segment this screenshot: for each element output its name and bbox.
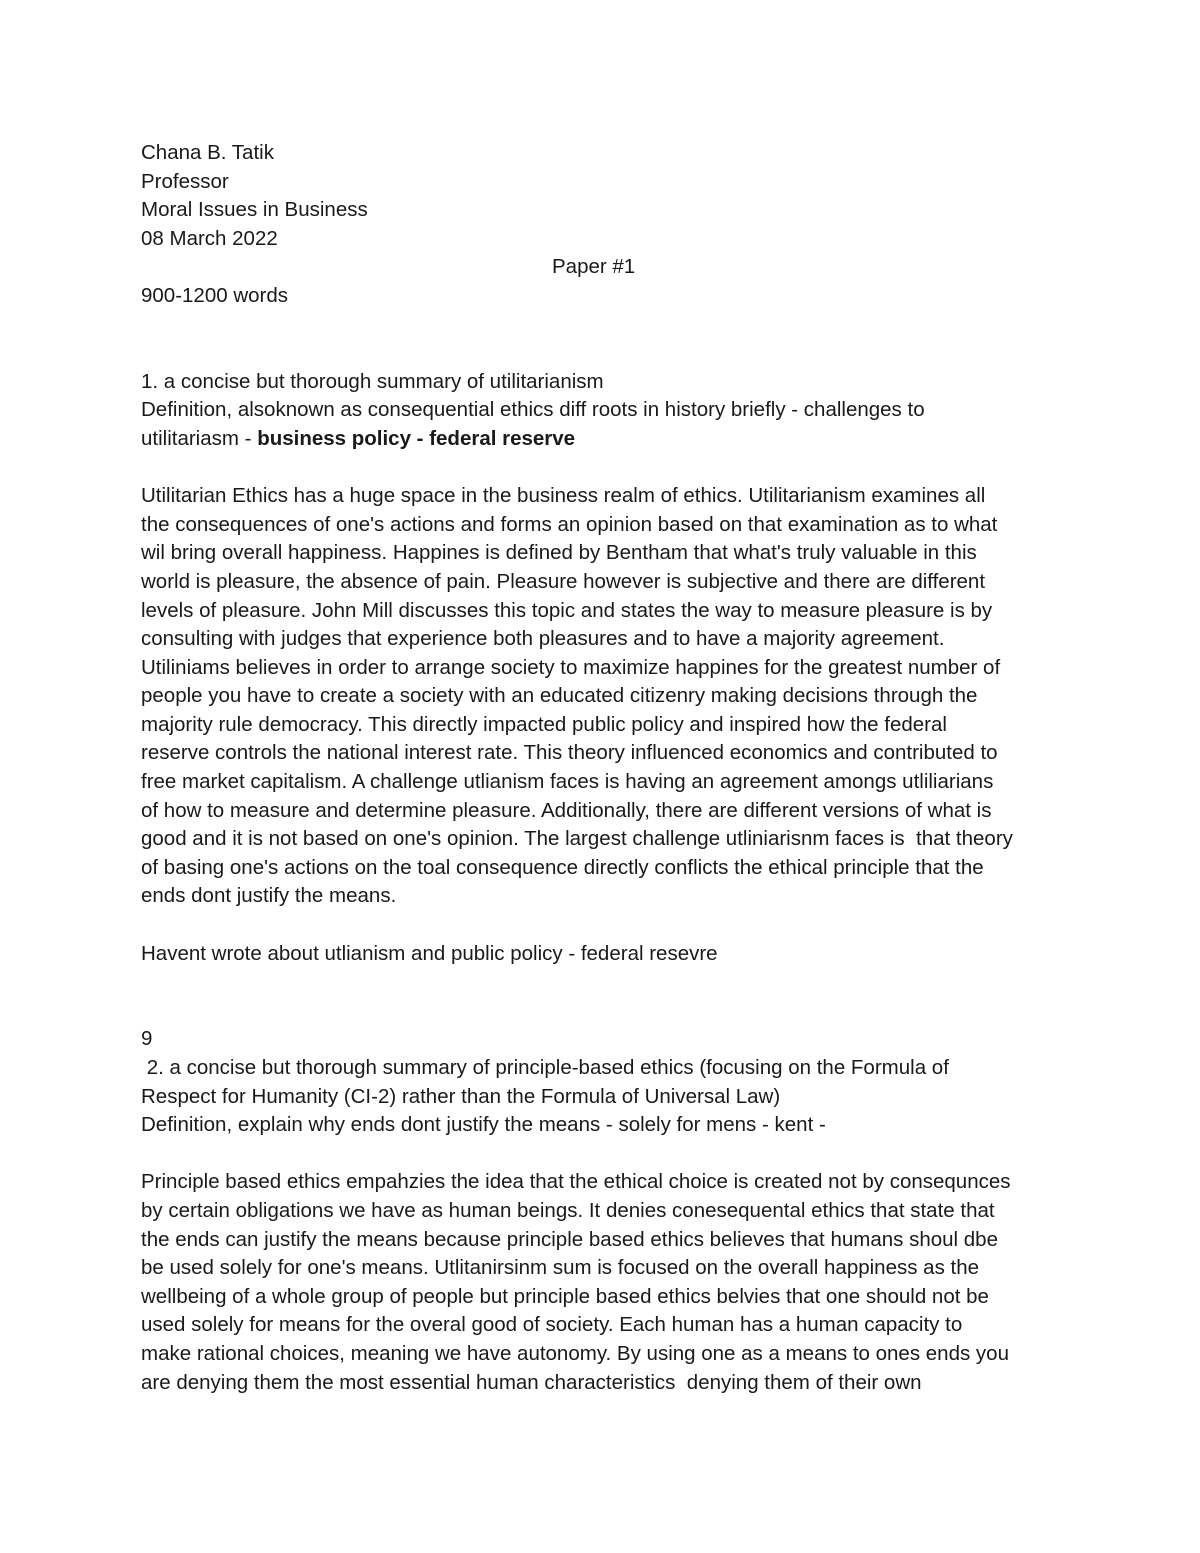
professor-label: Professor	[141, 169, 229, 193]
stray-number: 9	[141, 1027, 153, 1051]
section2-body	[141, 1168, 1071, 1397]
body-line: of basing one's actions on the toal consequence directly conflicts the ethical principle that the	[141, 855, 984, 879]
body-line: of how to measure and determine pleasure. Additionally, there are different versions of what is	[141, 798, 992, 822]
section1-notes-plain: utilitariasm -	[141, 426, 258, 450]
paper-title: Paper #1	[552, 255, 636, 279]
section1-note-after: Havent wrote about utlianism and public policy - federal resevre	[141, 941, 718, 965]
body-line: people you have to create a society with an educated citizenry making decisions through the	[141, 684, 978, 708]
body-line: levels of pleasure. John Mill discusses this topic and states the way to measure pleasure is by	[141, 598, 993, 622]
document-page	[141, 139, 1071, 1397]
body-line: wil bring overall happiness. Happines is defined by Bentham that what's truly valuable in this	[141, 541, 977, 565]
body-line: by certain obligations we have as human beings. It denies conesequental ethics that state that	[141, 1198, 995, 1222]
section2-notes: Definition, explain why ends dont justify the means - solely for mens - kent -	[141, 1113, 826, 1137]
body-line: are denying them the most essential human characteristics denying them of their own	[141, 1370, 922, 1394]
body-line: majority rule democracy. This directly impacted public policy and inspired how the federal	[141, 712, 947, 736]
body-line: good and it is not based on one's opinion. The largest challenge utliniarisnm faces is that theory	[141, 827, 1013, 851]
body-line: reserve controls the national interest rate. This theory influenced economics and contributed to	[141, 741, 998, 765]
word-count: 900-1200 words	[141, 283, 289, 307]
course-name: Moral Issues in Business	[141, 198, 368, 222]
section2-heading-line1: 2. a concise but thorough summary of principle-based ethics (focusing on the Formula of	[141, 1056, 949, 1079]
body-line: make rational choices, meaning we have autonomy. By using one as a means to ones ends you	[141, 1341, 1009, 1365]
body-line: wellbeing of a whole group of people but principle based ethics belvies that one should not be	[141, 1284, 989, 1308]
body-line: consulting with judges that experience both pleasures and to have a majority agreement.	[141, 627, 945, 651]
section1-notes-line1: Definition, alsoknown as consequential ethics diff roots in history briefly - challenges to	[141, 398, 925, 422]
body-line: Utiliniams believes in order to arrange society to maximize happines for the greatest number of	[141, 655, 1001, 679]
body-line: world is pleasure, the absence of pain. Pleasure however is subjective and there are different	[141, 569, 986, 593]
body-line: the ends can justify the means because principle based ethics believes that humans shoul dbe	[141, 1227, 998, 1251]
section1-notes-bold: business policy - federal reserve	[257, 426, 576, 450]
section1-body	[141, 482, 1071, 911]
body-line: ends dont justify the means.	[141, 884, 397, 908]
paper-date: 08 March 2022	[141, 226, 278, 250]
author-name: Chana B. Tatik	[141, 141, 274, 164]
body-line: be used solely for one's means. Utlitanirsinm sum is focused on the overall happiness as the	[141, 1256, 980, 1280]
body-line: the consequences of one's actions and forms an opinion based on that examination as to what	[141, 512, 998, 536]
body-line: Utilitarian Ethics has a huge space in the business realm of ethics. Utilitarianism examines all	[141, 484, 986, 508]
body-line: used solely for means for the overal good of society. Each human has a human capacity to	[141, 1313, 963, 1337]
section1-notes-line2	[141, 425, 1071, 454]
body-line: free market capitalism. A challenge utlianism faces is having an agreement amongs utliliarians	[141, 770, 994, 794]
section2-heading-line2: Respect for Humanity (CI-2) rather than the Formula of Universal Law)	[141, 1084, 781, 1108]
body-line: Principle based ethics empahzies the idea that the ethical choice is created not by consequnces	[141, 1170, 1011, 1194]
section1-heading: 1. a concise but thorough summary of utilitarianism	[141, 369, 604, 393]
